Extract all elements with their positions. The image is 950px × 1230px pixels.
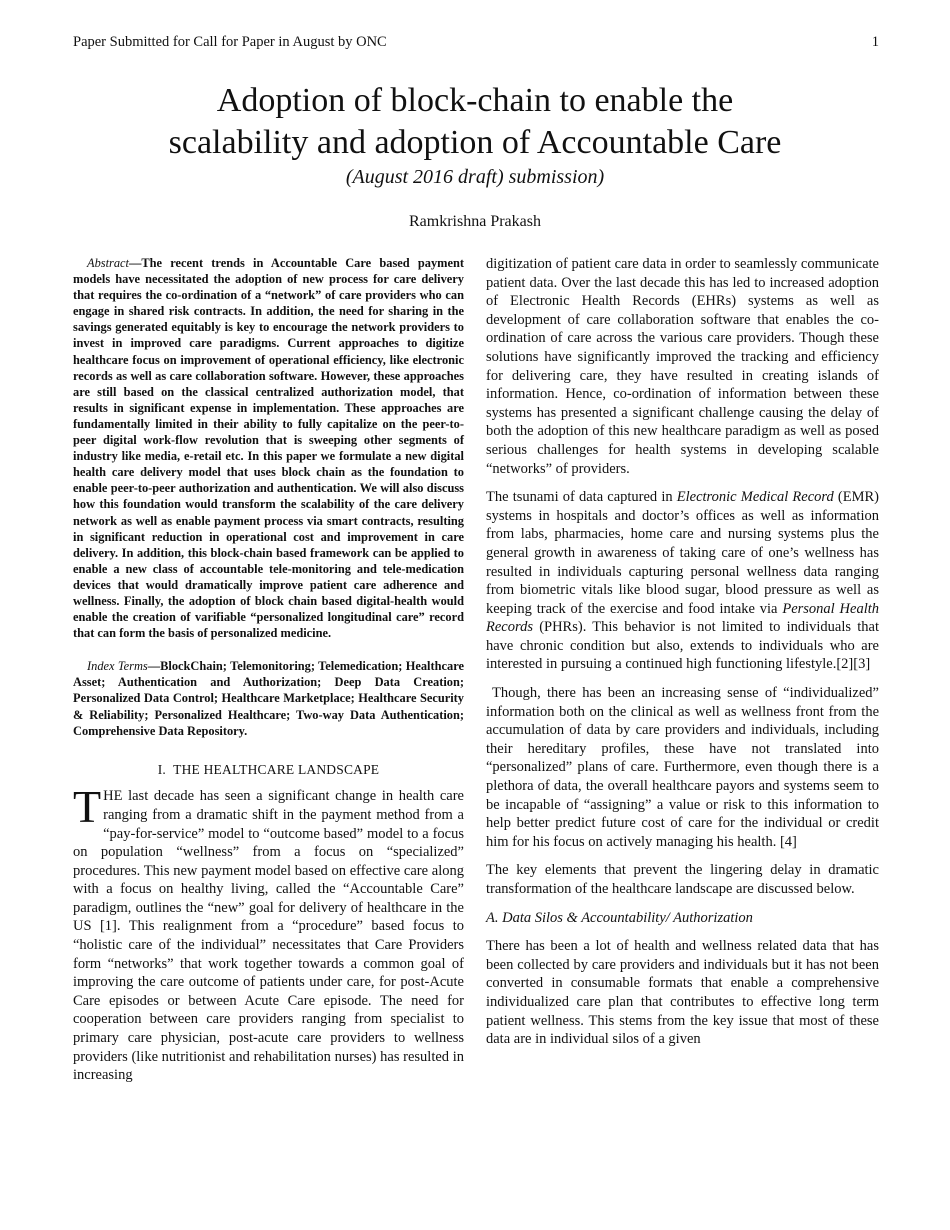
paper-title [0,80,950,164]
right-paragraph-3: Though, there has been an increasing sense of “individualized” information both on the clinical as well as wellness front from the accumulation of data by care providers and individuals, including their hereditary profiles, these have not translated into “personalized” plans of care. Furthermore, even though there is a plethora of data, the overall healthcare payors and systems seem to be incapable of “assigning” a value or risk to this information to help better predict future cost of care for the individual or credit him for his focus on actively managing his health. [4] [486,685,879,850]
abstract-text: —The recent trends in Accountable Care based payment models have necessitated the adoption of new process for care delivery that requires the co-ordination of a “network” of care providers who can engage in shared risk contracts. In addition, the need for sharing in the savings generated equitably is key to encourage the network providers to invest in improved care paradigms. Current approaches to digitize healthcare focus on improvement of operational efficiency, like electronic records as well as care collaboration software. However, these approaches are still based on the classical centralized authorization model, that results in significant expense in implementation. These approaches are fundamentally limited in their ability to fully capitalize on the peer-to-peer digital work-flow revolution that is sweeping other segments of industry like media, e-retail etc. In this paper we formulate a new digital health care delivery model that uses block chain as the foundation to enable peer-to-peer authorization and authentication. We will also discuss how this foundation would transform the scalability of the care delivery network as well as enable payment process via smart contracts, resulting in significant reduction in operational cost and improvement in care delivery. In addition, this block-chain based framework can be applied to enable a new class of accountable tele-monitoring and tele-medication devices that would dramatically improve patient care adherence and wellness. Finally, the adoption of block chain based digital-health would enable the creation of varifiable “personalized longitudinal care” record that can form the basis of personalized medicine. [73,256,464,641]
paper-subtitle: (August 2016 draft) submission) [345,166,605,188]
index-terms [73,658,464,738]
section-title: THE HEALTHCARE LANDSCAPE [173,761,380,777]
right-paragraph-2: The tsunami of data captured in Electronic Medical Record (EMR) systems in hospitals and doctor’s offices as well as information from labs, pharmacies, home care and nursing systems plus the general growth in awareness of taking care of one’s wellness has resulted in individuals capturing personal wellness data ranging from biometric vitals like blood sugar, blood pressure as well as keeping track of the exercise and food intake via Personal Health Records (PHRs). This behavior is not limited to individuals that have chronic condition but also, extends to individuals who are interested in pursuing a continued high functioning lifestyle.[2][3] [486,489,879,673]
right-paragraph-5: There has been a lot of health and wellness related data that has been collected by care providers and individuals but it has not been converted in consumable formats that enable a comprehensive individualized care plan that contributes to effective long term patient wellness. This stems from the key issue that most of these data are in individual silos of a given [486,938,879,1048]
running-header-title: Paper Submitted for Call for Paper in August by ONC [73,34,387,50]
section-heading-1 [73,761,464,780]
drop-cap: T [73,781,102,833]
index-terms-text: —BlockChain; Telemonitoring; Telemedication; Healthcare Asset; Authentication and Authorization; Deep Data Creation; Personalized Data Control; Healthcare Marketplace; Healthcare Security & Reliability; Personalized Healthcare; Two-way Data Authentication; Comprehensive Data Repository. [73,659,464,738]
abstract-label: Abstract [87,256,129,270]
running-header [73,34,879,51]
author-name: Ramkrishna Prakash [409,213,541,230]
phr-term: Personal Health Records [486,600,879,636]
section1-paragraph-1-text: HE last decade has seen a significant change in health care ranging from a dramatic shift in the payment method from a “pay-for-service” model to “outcome based” model to a focus on population “wellness” from a focus on “specialized” procedures. This new payment model based on effective care along with a focus on healthy living, called the “Accountable Care” paradigm, outlines the “new” goal for delivery of healthcare in the US [1]. This realignment from a “procedure” based focus to “holistic care of the individual” necessitates that Care Providers form “networks” that work together towards a common goal of improving the care outcome of patients under care, for post-Acute Care episodes or between Acute Care episode. The need for cooperation between care providers ranging from specialist to primary care physician, post-acute care providers to wellness providers (like nutritionist and rehabilitation nurses) has resulted in increasing [73,788,464,1084]
left-column [73,255,464,1095]
right-column [486,255,879,1059]
page-number: 1 [871,34,879,50]
paper-title-line-2: scalability and adoption of Accountable Care [168,124,782,161]
section1-paragraph-1 [73,781,464,1085]
section-number: I. [157,761,166,777]
paper-title-line-1: Adoption of block-chain to enable the [216,82,734,119]
index-terms-label: Index Terms [87,659,148,674]
emr-term: Electronic Medical Record [676,489,834,506]
abstract [73,255,464,641]
right-paragraph-4: The key elements that prevent the lingering delay in dramatic transformation of the healthcare landscape are discussed below. [486,862,879,897]
right-paragraph-1: digitization of patient care data in order to seamlessly communicate patient data. Over the last decade this has led to increased adoption of Electronic Health Records (EHRs) systems as well as development of care collaboration software that enables the co-ordination of care across the various care providers. Though these solutions have significantly improved the tracking and efficiency for delivering care, they have resulted in creating islands of information. Hence, co-ordination of information between these systems has presented a significant challenge causing the delay of both the adoption of this new healthcare paradigm as well as posed serious challenges for health systems in developing scalable “networks” of providers. [486,256,879,477]
subsection-heading-a: A. Data Silos & Accountability/ Authorization [486,909,753,926]
